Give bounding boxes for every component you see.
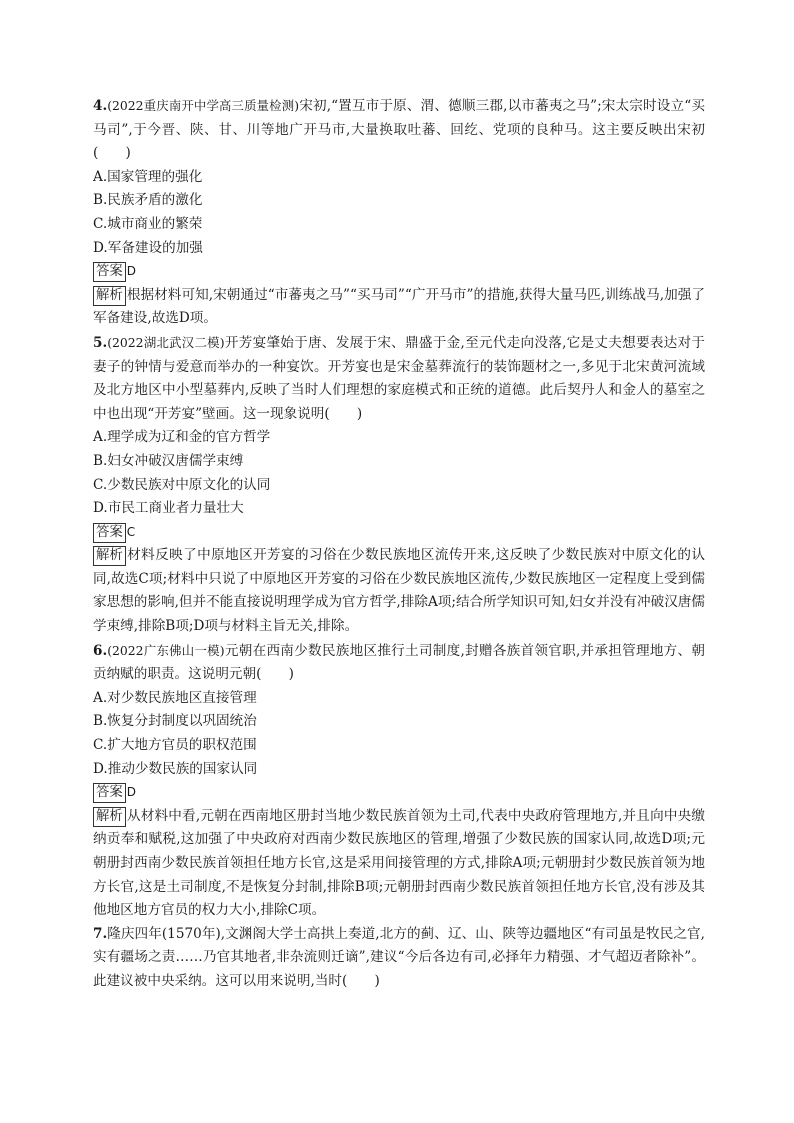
- question-source: (2022广东佛山一模): [107, 642, 225, 658]
- question-stem: [93, 94, 705, 166]
- question-text: 元朝在西南少数民族地区推行土司制度,封赠各族首领官职,并承担管理地方、朝贡纳赋的职责。这说明元朝( ): [93, 642, 705, 683]
- question-text: 开芳宴肇始于唐、发展于宋、鼎盛于金,至元代走向没落,它是丈夫想要表达对于妻子的钟情与爱意而举办的一种宴饮。开芳宴也是宋金墓葬流行的装饰题材之一,多见于北宋黄河流域及北方地区中小型墓葬内,反映了当时人们理想的家庭模式和正统的道德。此后契丹人和金人的墓室之中也出现“开芳宴”壁画。这一现象说明( ): [93, 334, 705, 422]
- answer-line: [93, 521, 705, 545]
- question-text: 隆庆四年(1570年),文渊阁大学士高拱上奏道,北方的蓟、辽、山、陕等边疆地区“有司虽是牧民之官,实有疆场之责……乃官其地者,非杂流则迁谪”,建议“今后各边有司,必择年力精强、才气超迈者除补”。此建议被中央采纳。这可以用来说明,当时( ): [93, 925, 705, 989]
- analysis-text: 从材料中看,元朝在西南地区册封当地少数民族首领为土司,代表中央政府管理地方,并且向中央缴纳贡奉和赋税,这加强了中央政府对西南少数民族地区的管理,增强了少数民族的国家认同,故选D项;元朝册封西南少数民族首领担任地方长官,这是采用间接管理的方式,排除A项;元朝册封少数民族首领为地方长官,这是土司制度,不是恢复分封制,排除B项;元朝册封西南少数民族首领担任地方长官,没有涉及其他地区地方官员的权力大小,排除C项。: [93, 807, 705, 919]
- question-stem: [93, 639, 705, 687]
- answer-line: [93, 260, 705, 284]
- question-number: 7.: [93, 925, 108, 942]
- analysis-line: [93, 284, 705, 331]
- question-number: 5.: [93, 334, 108, 351]
- answer-value: D: [126, 785, 137, 800]
- question-number: 6.: [93, 642, 108, 659]
- analysis-tag: 解析: [93, 546, 126, 566]
- answer-tag: 答案: [93, 523, 126, 543]
- question-text: 宋初,“置互市于原、渭、德顺三郡,以市蕃夷之马”;宋太宗时设立“买马司”,于今晋、陕、甘、川等地广开马市,大量换取吐蕃、回纥、党项的良种马。这主要反映出宋初( ): [93, 98, 705, 162]
- option-b: B.妇女冲破汉唐儒学束缚: [93, 452, 244, 469]
- option-b: B.民族矛盾的激化: [93, 192, 203, 209]
- answer-value: D: [126, 264, 137, 279]
- question-source: (2022湖北武汉二模): [107, 334, 225, 350]
- option-c: C.扩大地方官员的职权范围: [93, 737, 257, 754]
- analysis-text: 根据材料可知,宋朝通过“市蕃夷之马”“买马司”“广开马市”的措施,获得大量马匹,训练战马,加强了军备建设,故选D项。: [93, 286, 705, 327]
- question-7: [93, 923, 705, 994]
- option-c: C.少数民族对中原文化的认同: [93, 476, 271, 493]
- option-d: D.军备建设的加强: [93, 239, 203, 256]
- question-source: (2022重庆南开中学高三质量检测): [107, 98, 300, 113]
- analysis-line: [93, 544, 705, 638]
- question-number: 4.: [93, 98, 108, 114]
- answer-value: C: [126, 524, 136, 539]
- question-6: [93, 639, 705, 923]
- option-d: D.市民工商业者力量壮大: [93, 500, 244, 517]
- question-list: [93, 94, 705, 994]
- option-c: C.城市商业的繁荣: [93, 215, 203, 232]
- analysis-line: [93, 805, 705, 923]
- analysis-tag: 解析: [93, 807, 126, 827]
- option-b: B.恢复分封制度以巩固统治: [93, 713, 257, 730]
- answer-line: [93, 781, 705, 805]
- analysis-text: 材料反映了中原地区开芳宴的习俗在少数民族地区流传开来,这反映了少数民族对中原文化的认同,故选C项;材料中只说了中原地区开芳宴的习俗在少数民族地区流传,少数民族地区一定程度上受到儒家思想的影响,但并不能直接说明理学成为官方哲学,排除A项;结合所学知识可知,妇女并没有冲破汉唐儒学束缚,排除B项;D项与材料主旨无关,排除。: [93, 547, 705, 635]
- question-4: [93, 94, 705, 331]
- option-a: A.理学成为辽和金的官方哲学: [93, 429, 271, 446]
- answer-tag: 答案: [93, 262, 126, 282]
- question-stem: [93, 923, 705, 994]
- answer-tag: 答案: [93, 783, 126, 803]
- option-a: A.对少数民族地区直接管理: [93, 689, 257, 706]
- analysis-tag: 解析: [93, 286, 126, 306]
- option-a: A.国家管理的强化: [93, 168, 203, 185]
- question-5: [93, 331, 705, 639]
- question-stem: [93, 331, 705, 426]
- option-d: D.推动少数民族的国家认同: [93, 760, 258, 777]
